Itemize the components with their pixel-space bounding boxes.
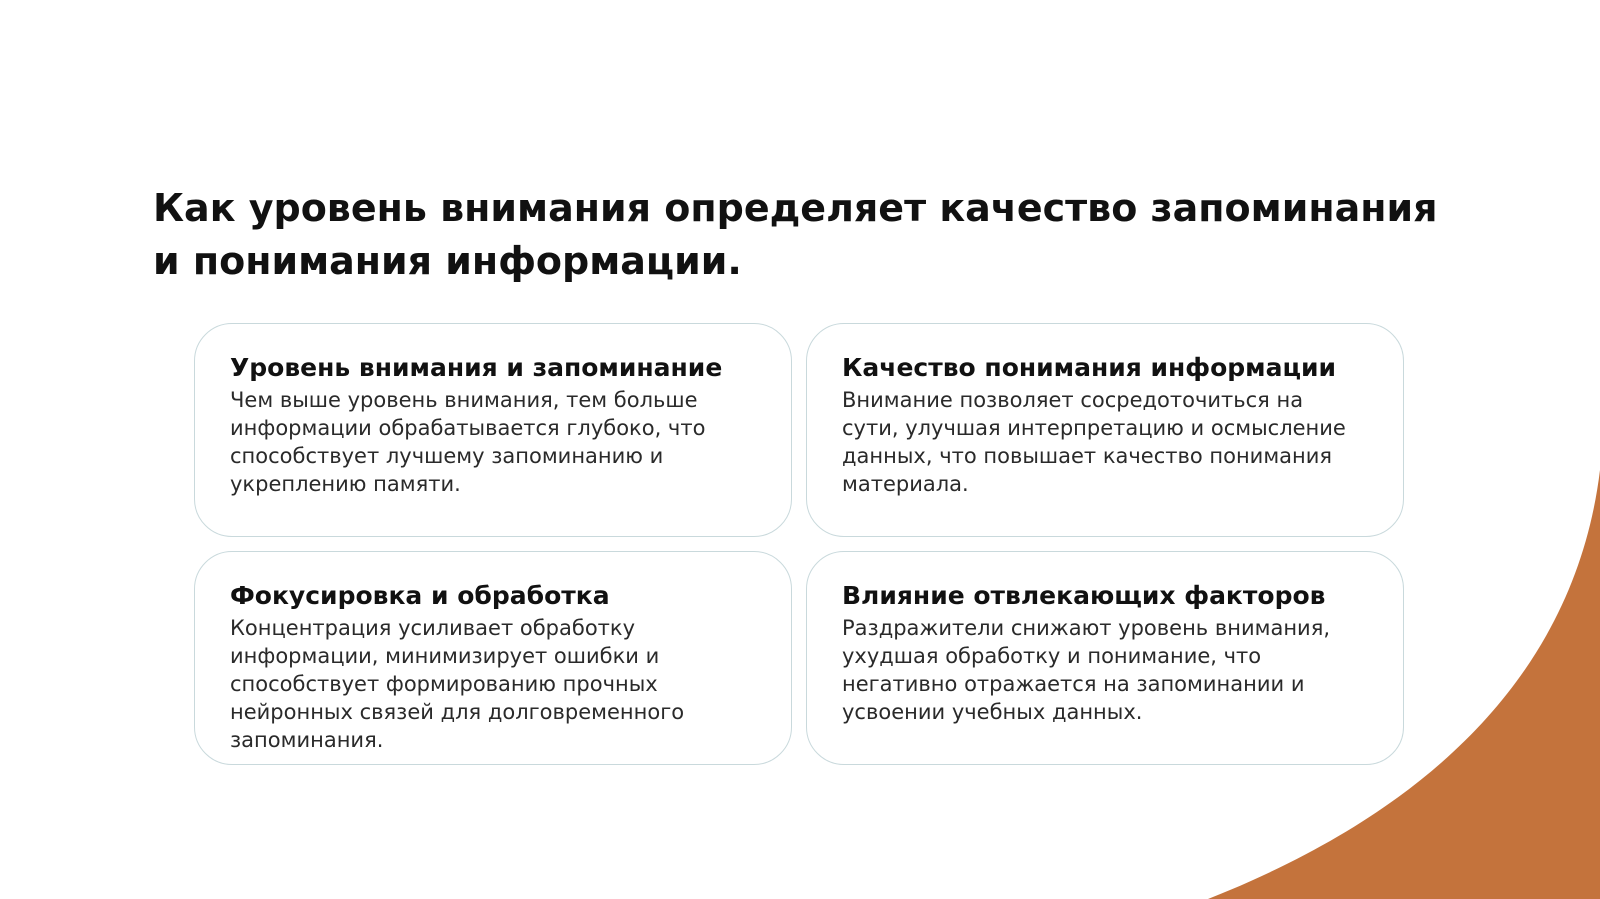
card-text-line: Чем выше уровень внимания, тем больше <box>230 388 698 412</box>
card-text-line: Внимание позволяет сосредоточиться на <box>842 388 1304 412</box>
card-text-line: усвоении учебных данных. <box>842 700 1143 724</box>
card-text-line: Раздражители снижают уровень внимания, <box>842 616 1331 640</box>
card-text <box>230 614 757 754</box>
card-text-line: данных, что повышает качество понимания <box>842 444 1333 468</box>
card-title: Уровень внимания и запоминание <box>230 353 723 382</box>
card-title: Качество понимания информации <box>842 353 1337 382</box>
card-title: Влияние отвлекающих факторов <box>842 581 1326 610</box>
card-text <box>842 614 1369 726</box>
card-title: Фокусировка и обработка <box>230 581 610 610</box>
card-text-line: ухудшая обработку и понимание, что <box>842 644 1262 668</box>
card-text-line: Концентрация усиливает обработку <box>230 616 636 640</box>
card-text-line: негативно отражается на запоминании и <box>842 672 1305 696</box>
card-text-line: сути, улучшая интерпретацию и осмысление <box>842 416 1346 440</box>
slide-title <box>153 182 1453 288</box>
card-text <box>842 386 1369 498</box>
card-attention-memory <box>194 323 792 537</box>
slide-title-line-2: и понимания информации. <box>153 239 742 283</box>
card-text-line: информации, минимизирует ошибки и <box>230 644 660 668</box>
card-text-line: информации обрабатывается глубоко, что <box>230 416 706 440</box>
card-text-line: запоминания. <box>230 728 384 752</box>
card-focus-processing <box>194 551 792 765</box>
card-text-line: нейронных связей для долговременного <box>230 700 685 724</box>
card-text-line: материала. <box>842 472 969 496</box>
card-text-line: способствует лучшему запоминанию и <box>230 444 664 468</box>
card-text <box>230 386 757 498</box>
card-comprehension-quality <box>806 323 1404 537</box>
card-distractions <box>806 551 1404 765</box>
slide-title-line-1: Как уровень внимания определяет качество запоминания <box>153 186 1438 230</box>
card-text-line: способствует формированию прочных <box>230 672 658 696</box>
card-text-line: укреплению памяти. <box>230 472 461 496</box>
